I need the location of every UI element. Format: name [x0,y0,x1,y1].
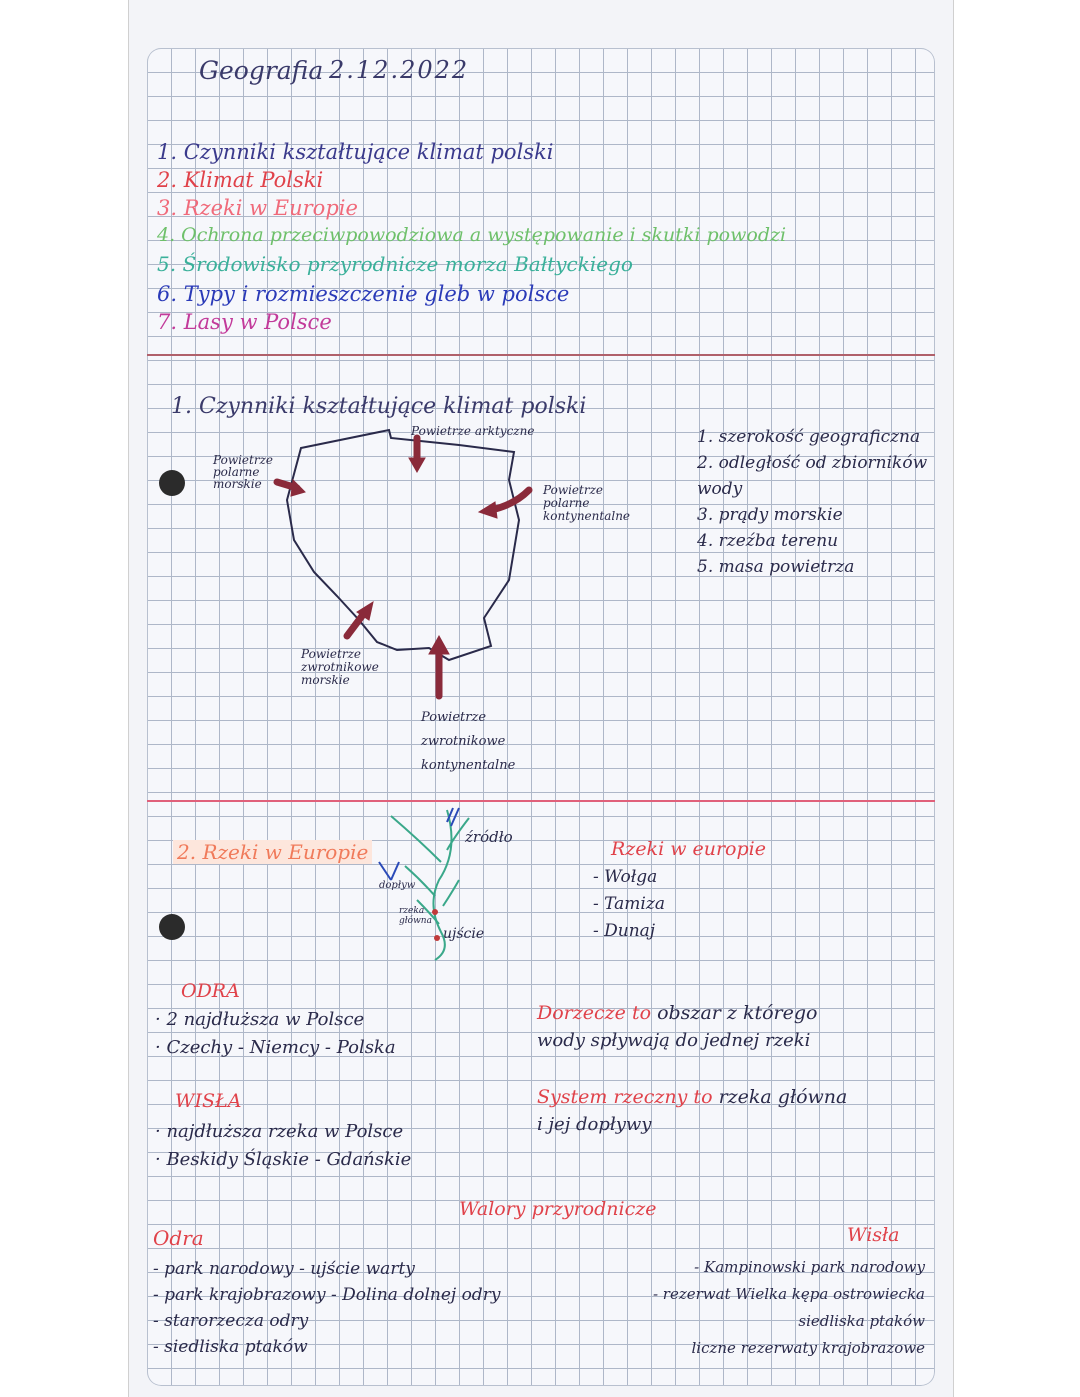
dorzecze-line2: wody spływają do jednej rzeki [537,1030,811,1051]
odra-item: · Czechy - Niemcy - Polska [155,1037,396,1058]
wisla-item: · najdłuższa rzeka w Polsce [155,1121,404,1142]
wisla-title: WISŁA [175,1090,242,1112]
toc-item-6: 6. Typy i rozmieszczenie gleb w polsce [157,282,570,306]
rivers-list [593,864,665,945]
factor-item: 5. masa powietrza [697,557,855,577]
odra-list [155,1006,396,1062]
dorzecze-term: Dorzecze to [537,1002,652,1024]
label-line: morskie [213,477,262,491]
label-tributary: dopływ [379,880,416,891]
factor-item: 1. szerokość geograficzna [697,427,921,447]
wisla-list [155,1118,411,1174]
river-item: - Tamiza [593,894,665,914]
toc-item-4: 4. Ochrona przeciwpowodziowa a występowanie i skutki powodzi [157,224,787,246]
label-line: kontynentalne [543,509,631,523]
rivers-heading: Rzeki w europie [611,838,766,860]
toc-item-7: 7. Lasy w Polsce [157,310,332,334]
label-source: źródło [465,828,513,846]
river-mouth-marker [434,935,440,941]
walory-wisla-item: - rezerwat Wielka kępa ostrowiecka [652,1285,925,1303]
river-diagram [129,0,953,1397]
notebook-page [128,0,954,1397]
label-line: polarne [543,496,590,510]
river-item: - Dunaj [593,921,656,941]
label-line: polarne [213,465,260,479]
section2-title: 2. Rzeki w Europie [173,840,372,864]
label-arctic-air: Powietrze arktyczne [411,424,535,438]
river-junction-marker [432,909,438,915]
date: 2.12.2022 [329,56,470,84]
tributary-line [391,816,441,862]
river-item: - Wołga [593,867,658,887]
subject-title: Geografia [199,56,324,85]
odra-title: ODRA [181,980,240,1002]
toc-item-3: 3. Rzeki w Europie [157,196,358,220]
tributary-mark [379,862,399,880]
label-line: główna [399,916,432,926]
label-line: morskie [301,673,350,687]
label-line: Powietrze [421,710,487,725]
system-definition [537,1086,847,1108]
system-term: System rzeczny to [537,1086,713,1108]
walory-wisla-item: siedliska ptaków [798,1312,925,1330]
factor-item: wody [697,479,743,499]
walory-odra-item: - starorzecza odry [153,1311,309,1331]
label-line: rzeka [399,906,425,916]
label-line: Powietrze [301,647,362,661]
factor-item: 4. rzeźba terenu [697,531,839,551]
label-line: Powietrze [213,453,274,467]
label-mouth: ujście [443,926,485,942]
toc-item-1: 1. Czynniki kształtujące klimat polski [157,140,554,164]
tributary-line [443,880,459,906]
label-line: kontynentalne [421,758,516,773]
toc-item-2: 2. Klimat Polski [157,168,324,192]
label-main-river [399,906,432,926]
toc-item-5: 5. Środowisko przyrodnicze morza Bałtyckiego [157,252,633,276]
walory-wisla-item: - Kampinowski park narodowy [694,1258,925,1276]
walory-odra-item: - siedliska ptaków [153,1337,308,1357]
walory-wisla-item: liczne rezerwaty krajobrazowe [691,1339,925,1357]
walory-title: Walory przyrodnicze [459,1198,657,1220]
walory-odra-item: - park narodowy - ujście warty [153,1259,415,1279]
walory-odra-item: - park krajobrazowy - Dolina dolnej odry [153,1285,501,1305]
label-line: zwrotnikowe [421,734,506,749]
source-mark [447,808,459,826]
section1-title: 1. Czynniki kształtujące klimat polski [171,394,587,419]
factor-item: 2. odległość od zbiorników [697,453,928,473]
walory-wisla-label: Wisła [847,1224,900,1246]
walory-wisla-list [653,1254,925,1362]
label-line: zwrotnikowe [301,660,379,674]
walory-odra-label: Odra [153,1226,204,1250]
factor-item: 3. prądy morskie [697,505,843,525]
system-text: rzeka główna [718,1086,848,1108]
odra-item: · 2 najdłuższa w Polsce [155,1009,365,1030]
walory-odra-list [153,1256,500,1360]
dorzecze-definition [537,1002,817,1024]
wisla-item: · Beskidy Śląskie - Gdańskie [155,1149,412,1170]
system-line2: i jej dopływy [537,1114,652,1135]
dorzecze-text: obszar z którego [657,1002,818,1024]
label-line: Powietrze [543,483,604,497]
